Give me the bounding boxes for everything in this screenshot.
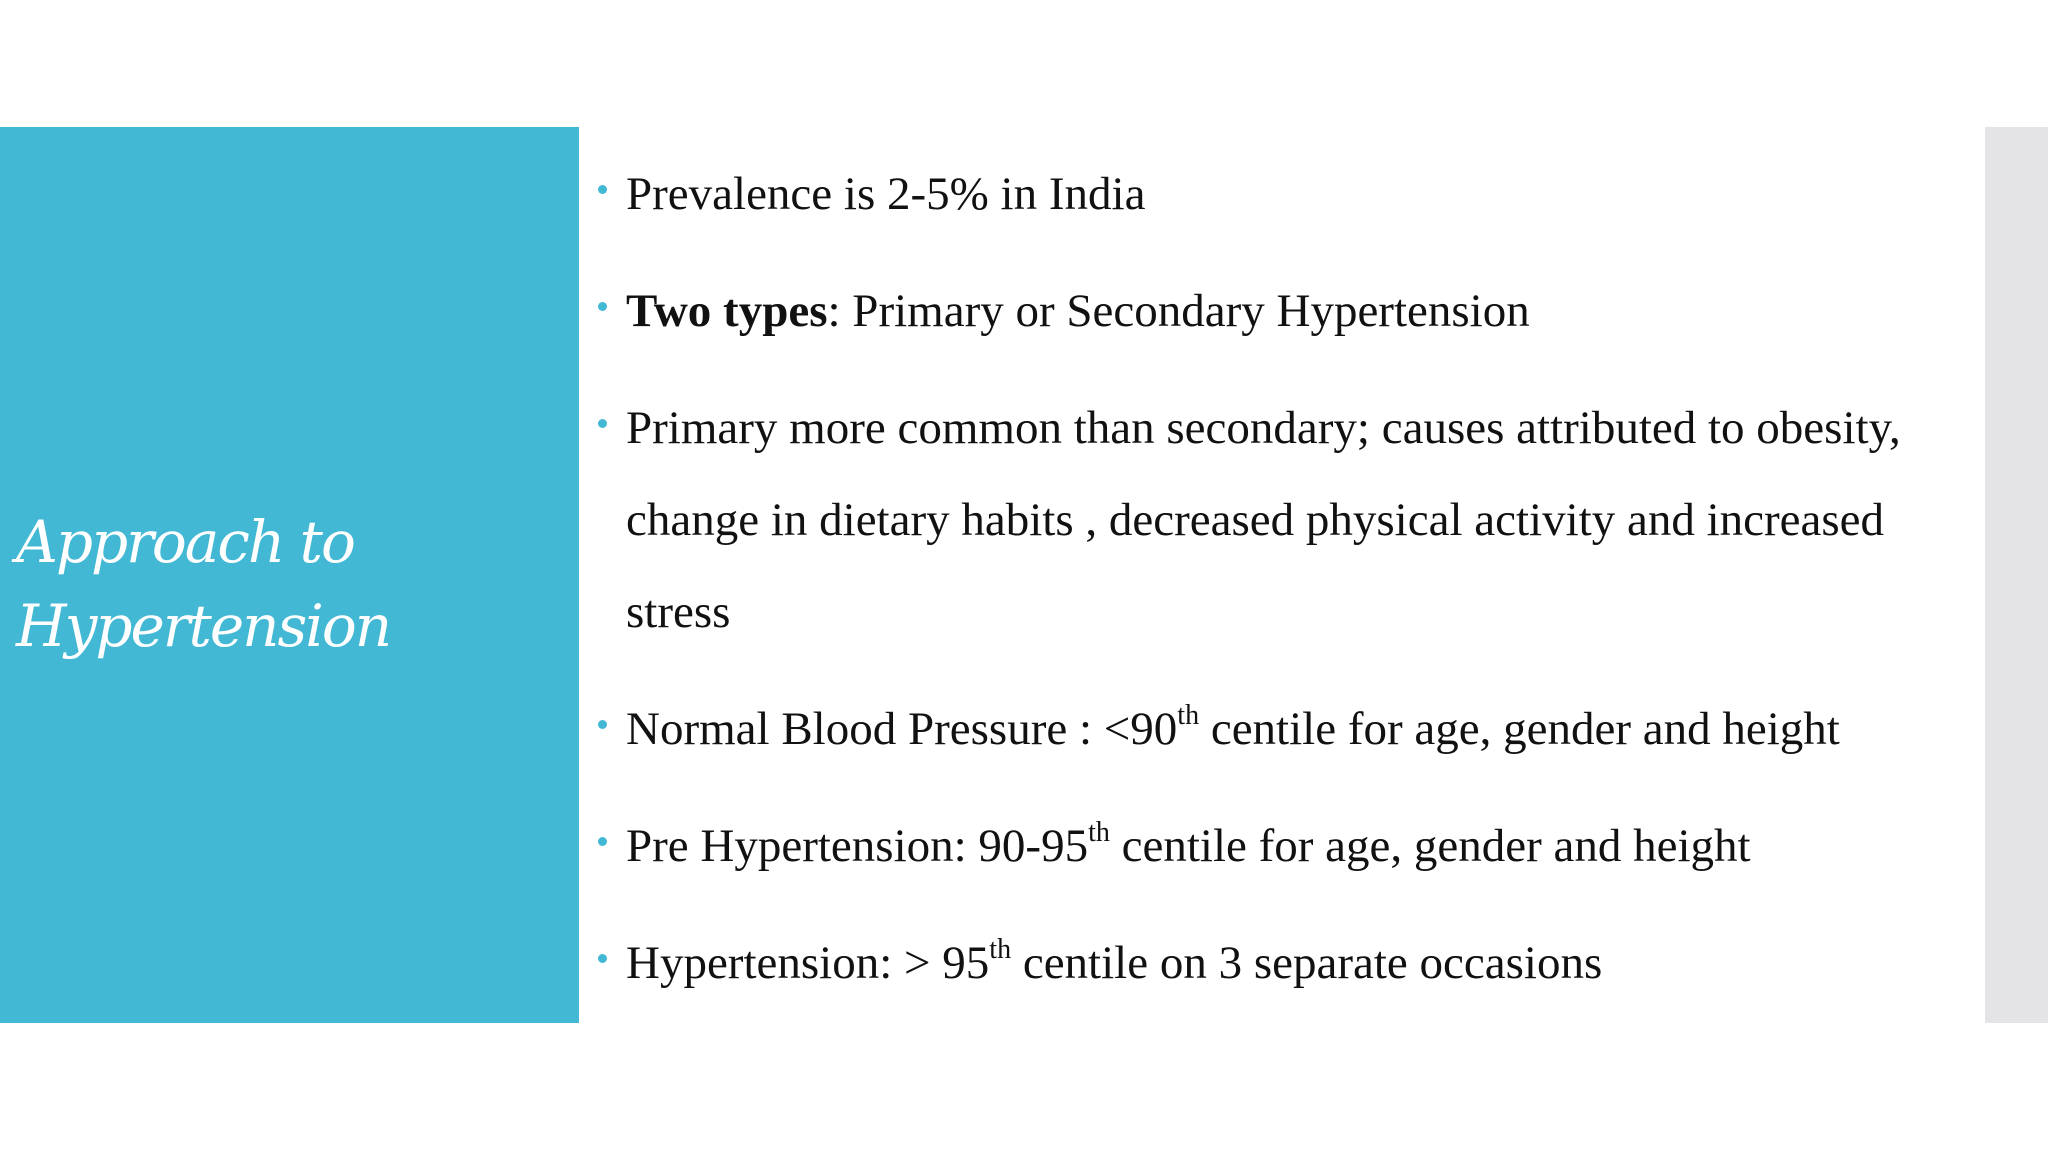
bullet-text: : Primary or Secondary Hypertension (827, 285, 1530, 337)
bullet-text-post: centile for age, gender and height (1109, 820, 1751, 872)
superscript-th: th (1177, 700, 1200, 731)
bullet-dot-icon (598, 419, 607, 428)
bullet-dot-icon (598, 837, 607, 846)
bullet-text: Prevalence is 2-5% in India (626, 168, 1146, 220)
right-accent-bar (1985, 127, 2048, 1023)
bullet-text-post: centile on 3 separate occasions (1011, 937, 1603, 989)
bullet-two-types (596, 265, 1976, 357)
bullet-prevalence (596, 148, 1976, 240)
bullet-pre-hypertension (596, 800, 1976, 892)
bullet-text-pre: Hypertension: > 95 (626, 937, 990, 989)
bullet-bold-label: Two types (626, 285, 828, 337)
bullet-text: Primary more common than secondary; causes attributed to obesity, change in dietary habits , decreased physical activity and increased stress (626, 402, 1901, 638)
bullet-hypertension (596, 917, 1976, 1009)
bullet-list (596, 148, 1976, 1034)
bullet-text-pre: Normal Blood Pressure : <90 (626, 703, 1178, 755)
bullet-normal-bp (596, 683, 1976, 775)
slide-title-line-1: Approach to (16, 508, 354, 576)
bullet-text-post: centile for age, gender and height (1199, 703, 1840, 755)
bullet-text-pre: Pre Hypertension: 90-95 (626, 820, 1089, 872)
superscript-th: th (989, 934, 1012, 965)
slide-title-line-2: Hypertension (16, 592, 391, 660)
bullet-dot-icon (598, 954, 607, 963)
superscript-th: th (1088, 817, 1110, 848)
slide-title (16, 500, 556, 668)
bullet-primary-causes (596, 382, 1976, 658)
bullet-dot-icon (598, 185, 607, 194)
bullet-dot-icon (598, 302, 607, 311)
bullet-dot-icon (598, 720, 607, 729)
